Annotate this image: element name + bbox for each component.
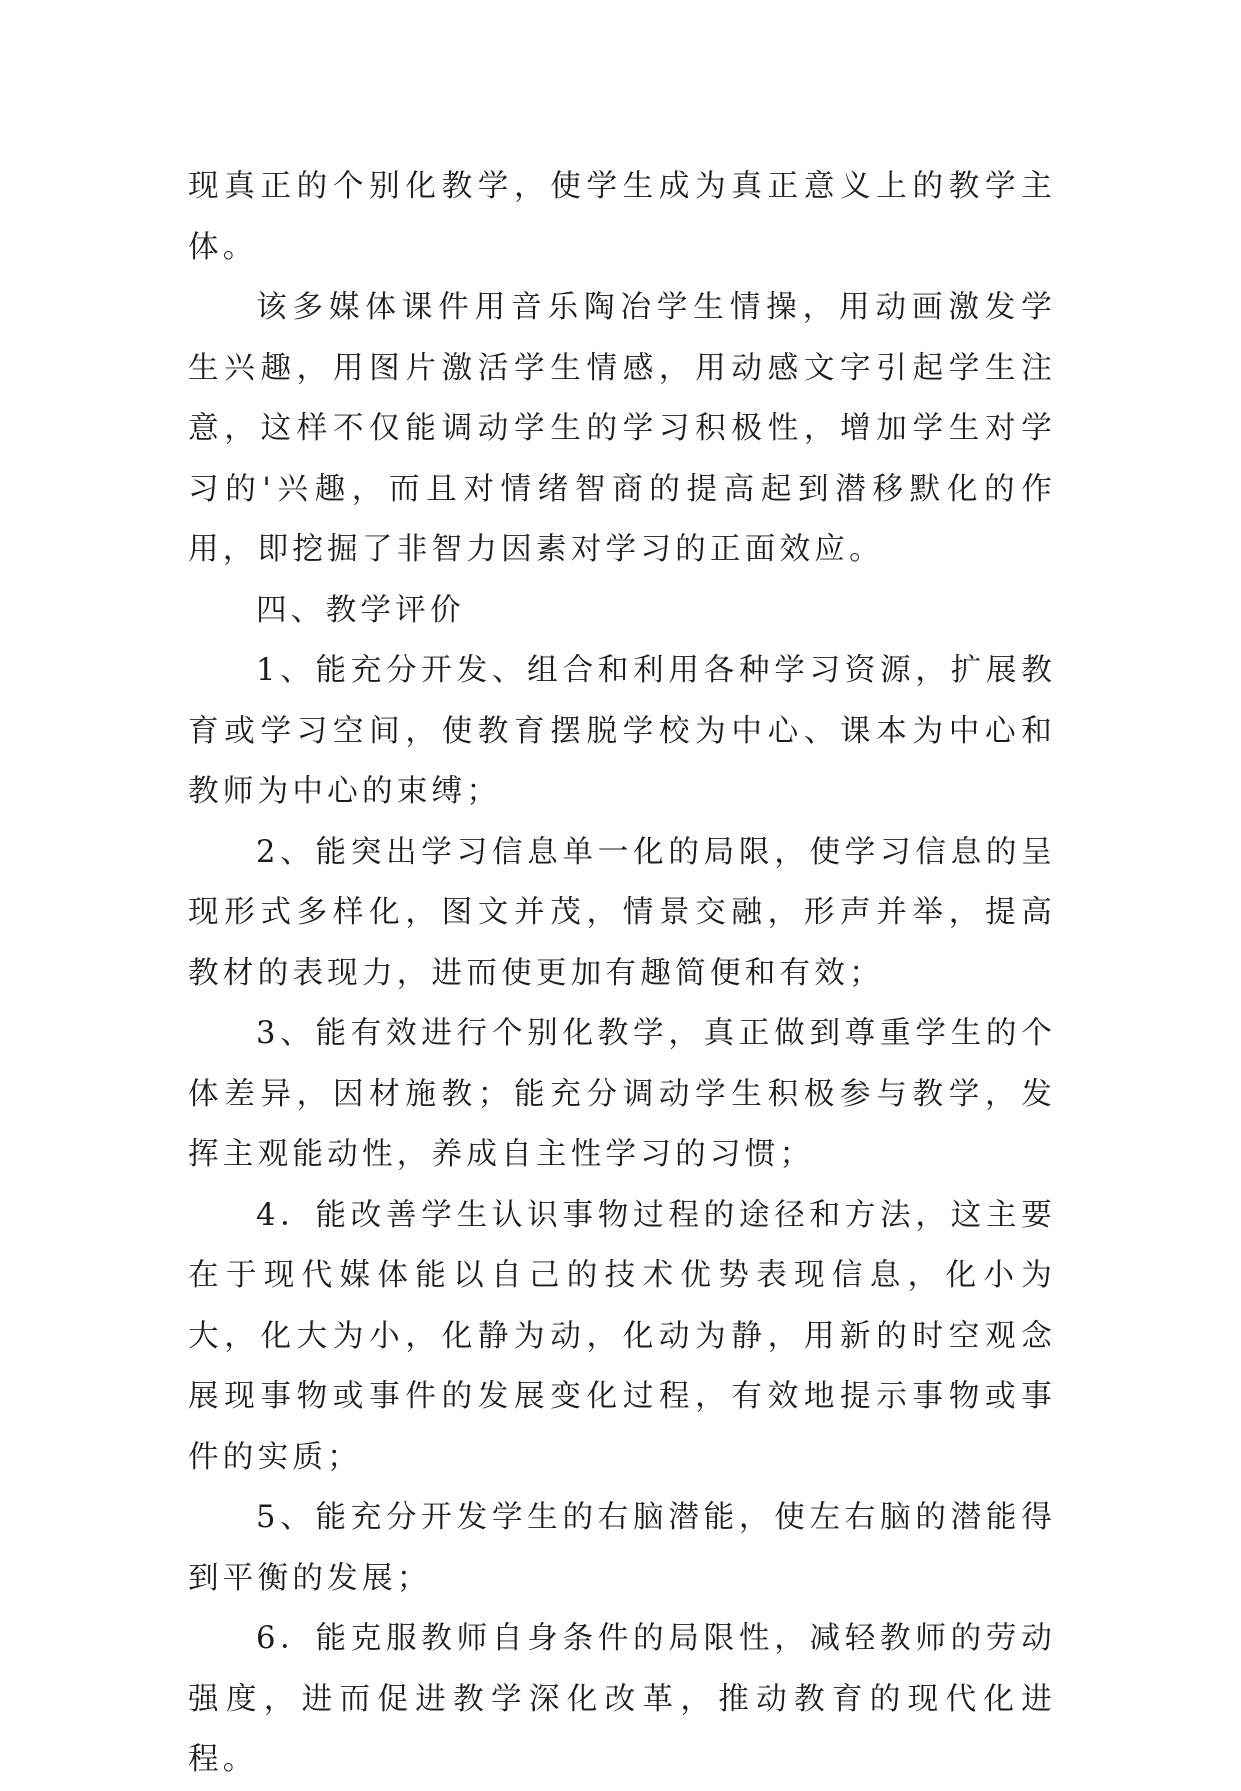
evaluation-item-6: 6．能克服教师自身条件的局限性，减轻教师的劳动强度，进而促进教学深化改革，推动教育的现代化进程。 — [188, 1621, 1056, 1777]
document-page — [188, 157, 1056, 1791]
evaluation-item-4: 4．能改善学生认识事物过程的途径和方法，这主要在于现代媒体能以自己的技术优势表现信息，化小为大，化大为小，化静为动，化动为静，用新的时空观念展现事物或事件的发展变化过程，有效地提示事物或事件的实质； — [188, 1197, 1056, 1475]
evaluation-item-3: 3、能有效进行个别化教学，真正做到尊重学生的个体差异，因材施教；能充分调动学生积极参与教学，发挥主观能动性，养成自主性学习的习惯； — [188, 1016, 1056, 1172]
paragraph-multimedia: 该多媒体课件用音乐陶冶学生情操，用动画激发学生兴趣，用图片激活学生情感，用动感文字引起学生注意，这样不仅能调动学生的学习积极性，增加学生对学习的'兴趣，而且对情绪智商的提高起到潜移默化的作用，即挖掘了非智力因素对学习的正面效应。 — [188, 290, 1056, 567]
paragraph-continuation: 现真正的个别化教学，使学生成为真正意义上的教学主体。 — [188, 169, 1056, 265]
evaluation-item-2: 2、能突出学习信息单一化的局限，使学习信息的呈现形式多样化，图文并茂，情景交融，形声并举，提高教材的表现力，进而使更加有趣简便和有效； — [188, 834, 1056, 991]
section-heading: 四、教学评价 — [256, 592, 465, 628]
evaluation-item-1: 1、能充分开发、组合和利用各种学习资源，扩展教育或学习空间，使教育摆脱学校为中心、课本为中心和教师为中心的束缚； — [188, 653, 1056, 809]
evaluation-item-5: 5、能充分开发学生的右脑潜能，使左右脑的潜能得到平衡的发展； — [188, 1500, 1056, 1596]
